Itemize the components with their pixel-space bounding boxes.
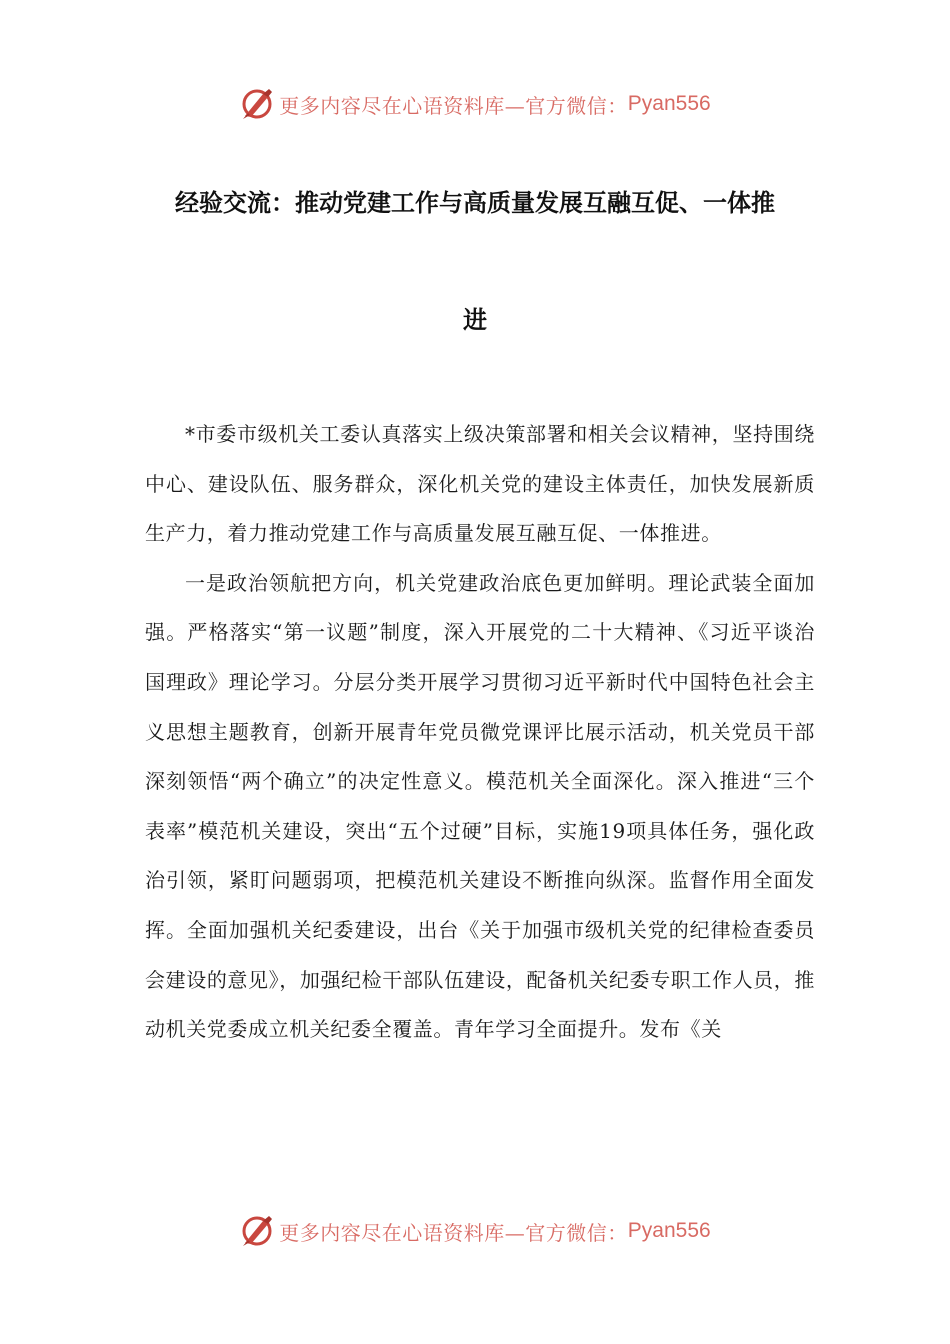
watermark-text: 更多内容尽在心语资料库—官方微信：: [279, 1220, 628, 1245]
watermark-wechat-id: Pyan556: [627, 92, 711, 115]
footer-watermark: [0, 1211, 950, 1251]
pen-nib-circle-icon: [239, 86, 275, 122]
paragraph-political-leadership: 一是政治领航把方向，机关党建政治底色更加鲜明。理论武装全面加强。严格落实“第一议题”制度，深入开展党的二十大精神、《习近平谈治国理政》理论学习。分层分类开展学习贯彻习近平新时代中国特色社会主义思想主题教育，创新开展青年党员微党课评比展示活动，机关党员干部深刻领悟“两个确立”的决定性意义。模范机关全面深化。深入推进“三个表率”模范机关建设，突出“五个过硬”目标，实施19项具体任务，强化政治引领，紧盯问题弱项，把模范机关建设不断推向纵深。监督作用全面发挥。全面加强机关纪委建设，出台《关于加强市级机关党的纪律检查委员会建设的意见》，加强纪检干部队伍建设，配备机关纪委专职工作人员，推动机关党委成立机关纪委全覆盖。青年学习全面提升。发布《关: [145, 570, 815, 1042]
watermark-text: 更多内容尽在心语资料库—官方微信：: [279, 93, 628, 118]
watermark-wechat-id: Pyan556: [627, 1219, 711, 1242]
document-title-line-2: 进: [463, 306, 487, 334]
document-body: [145, 410, 815, 1055]
paragraph-intro: *市委市级机关工委认真落实上级决策部署和相关会议精神，坚持围绕中心、建设队伍、服务群众，深化机关党的建设主体责任，加快发展新质生产力，着力推动党建工作与高质量发展互融互促、一体推进。: [145, 422, 815, 546]
pen-nib-circle-icon: [239, 1213, 275, 1249]
document-title-line-1: 经验交流：推动党建工作与高质量发展互融互促、一体推: [175, 189, 775, 217]
header-watermark: [0, 84, 950, 124]
